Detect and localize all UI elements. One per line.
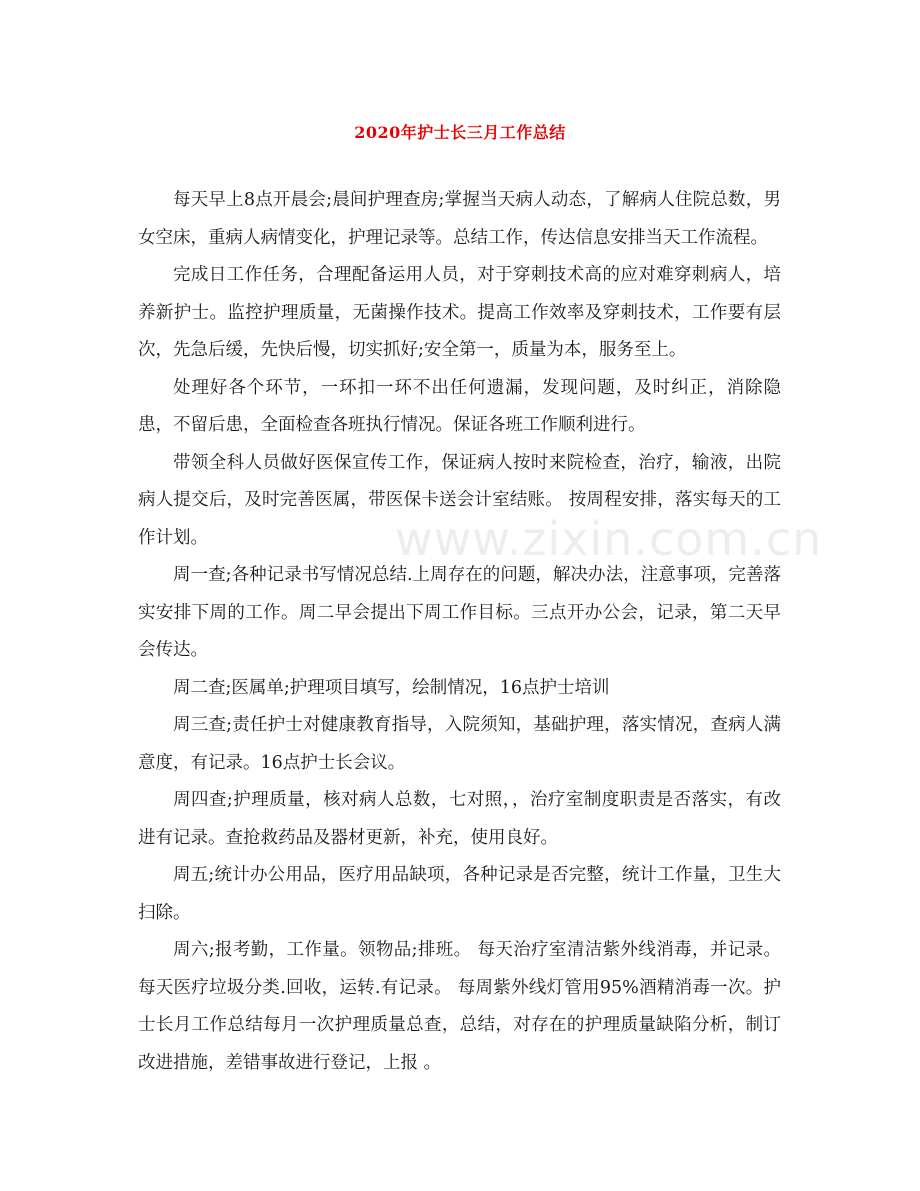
paragraph: 周六;报考勤，工作量。领物品;排班。 每天治疗室清洁紫外线消毒，并记录。 每天医疗垃圾分类.回收，运转.有记录。 每周紫外线灯管用95%酒精消毒一次。护士长月工作总结每月一次护理质量总查，总结，对存在的护理质量缺陷分析，制订改进措施，差错事故进行登记，上报 。: [138, 940, 781, 1073]
paragraph: 周三查;责任护士对健康教育指导，入院须知，基础护理，落实情况，查病人满意度，有记录。16点护士长会议。: [138, 715, 781, 773]
paragraph: 每天早上8点开晨会;晨间护理查房;掌握当天病人动态，了解病人住院总数，男女空床，重病人病情变化，护理记录等。总结工作，传达信息安排当天工作流程。: [138, 190, 781, 248]
paragraph: 带领全科人员做好医保宣传工作，保证病人按时来院检查，治疗，输液，出院病人提交后，及时完善医属，带医保卡送会计室结账。 按周程安排，落实每天的工作计划。: [138, 452, 781, 548]
watermark: www.zixin.com.cn: [395, 512, 823, 566]
paragraph: 周一查;各种记录书写情况总结.上周存在的问题，解决办法，注意事项，完善落实安排下周的工作。周二早会提出下周工作目标。三点开办公会，记录，第二天早会传达。: [138, 565, 781, 660]
paragraph: 处理好各个环节，一环扣一环不出任何遗漏，发现问题，及时纠正，消除隐患，不留后患，全面检查各班执行情况。保证各班工作顺利进行。: [138, 377, 781, 435]
paragraph: 周二查;医属单;护理项目填写，绘制情况，16点护士培训: [173, 677, 610, 698]
document-body: [138, 182, 781, 1082]
paragraph: 周五;统计办公用品，医疗用品缺项，各种记录是否完整，统计工作量，卫生大扫除。: [138, 865, 781, 923]
paragraph: 完成日工作任务，合理配备运用人员，对于穿刺技术高的应对难穿刺病人，培养新护士。监控护理质量，无菌操作技术。提高工作效率及穿刺技术，工作要有层次，先急后缓，先快后慢，切实抓好;安全第一，质量为本，服务至上。: [138, 265, 781, 360]
document-title: 2020年护士长三月工作总结: [354, 123, 566, 142]
paragraph: 周四查;护理质量，核对病人总数，七对照，，治疗室制度职责是否落实，有改进有记录。查抢救药品及器材更新，补充，使用良好。: [138, 790, 781, 848]
